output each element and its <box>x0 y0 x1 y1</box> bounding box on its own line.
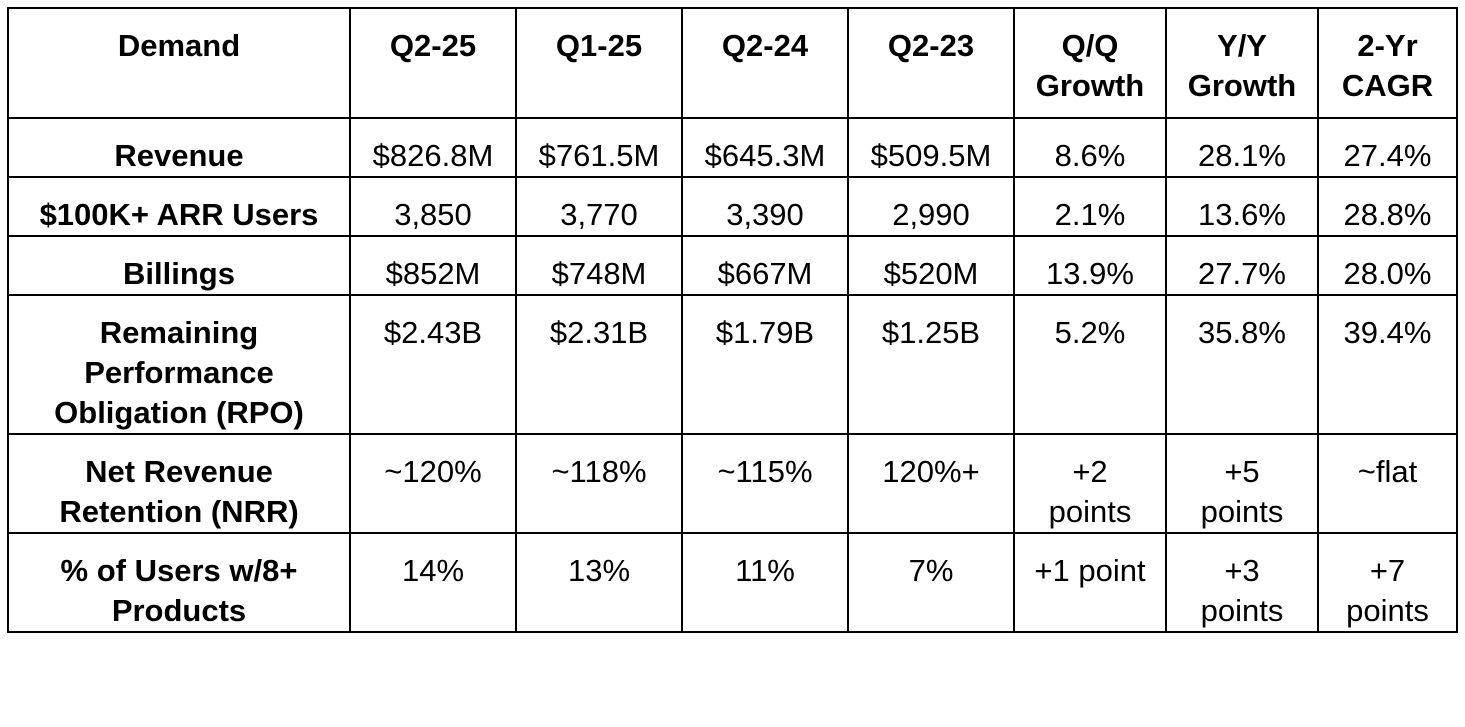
cell-value: 35.8% <box>1198 315 1286 350</box>
cell-value: points <box>1048 494 1132 529</box>
cell-qq-growth <box>1014 295 1166 434</box>
row-label: Net Revenue <box>85 454 273 489</box>
cell-value: 13% <box>567 553 631 588</box>
cell-qq-growth <box>1014 533 1166 632</box>
header-text: Q2-23 <box>887 28 975 63</box>
cell-q2-23 <box>848 236 1014 295</box>
cell-value: ~flat <box>1357 454 1418 489</box>
cell-q2-24 <box>682 236 848 295</box>
cell-q2-23 <box>848 177 1014 236</box>
cell-value: $826.8M <box>372 138 494 173</box>
table-row <box>8 295 1457 434</box>
cell-value: ~120% <box>384 454 482 489</box>
cell-yy-growth <box>1166 236 1318 295</box>
cell-q2-25 <box>350 177 516 236</box>
cell-value: 3,850 <box>394 197 472 232</box>
cell-q2-24 <box>682 434 848 533</box>
cell-value: 13.6% <box>1198 197 1286 232</box>
cell-q1-25 <box>516 118 682 177</box>
cell-q2-25 <box>350 295 516 434</box>
cell-value: 2.1% <box>1054 197 1126 232</box>
cell-q1-25 <box>516 434 682 533</box>
header-2yr-cagr <box>1318 8 1457 118</box>
cell-q2-24 <box>682 118 848 177</box>
cell-value: +3 <box>1224 553 1260 588</box>
table-row <box>8 236 1457 295</box>
row-label: Retention (NRR) <box>59 494 299 529</box>
row-label: Billings <box>123 256 235 291</box>
cell-value: $645.3M <box>704 138 826 173</box>
header-text: Demand <box>117 28 241 63</box>
header-q2-24 <box>682 8 848 118</box>
cell-2yr-cagr <box>1318 177 1457 236</box>
cell-value: 2,990 <box>892 197 970 232</box>
cell-value: points <box>1346 593 1429 628</box>
cell-2yr-cagr <box>1318 118 1457 177</box>
cell-value: $2.43B <box>383 315 483 350</box>
demand-metrics-table <box>7 7 1458 633</box>
header-text: Q/Q <box>1061 28 1119 63</box>
cell-yy-growth <box>1166 118 1318 177</box>
header-text: Y/Y <box>1217 28 1267 63</box>
cell-value: ~115% <box>717 454 813 489</box>
cell-value: $2.31B <box>549 315 649 350</box>
row-label: Products <box>111 593 247 628</box>
header-text: Q2-25 <box>389 28 477 63</box>
cell-yy-growth <box>1166 295 1318 434</box>
header-text: Q2-24 <box>721 28 809 63</box>
cell-qq-growth <box>1014 236 1166 295</box>
cell-qq-growth <box>1014 118 1166 177</box>
cell-q2-25 <box>350 533 516 632</box>
cell-value: 5.2% <box>1054 315 1126 350</box>
cell-q1-25 <box>516 533 682 632</box>
cell-value: $748M <box>551 256 647 291</box>
cell-value: 27.4% <box>1343 138 1432 173</box>
header-text: Growth <box>1035 68 1145 103</box>
cell-value: +2 <box>1072 454 1108 489</box>
cell-value: $520M <box>883 256 979 291</box>
cell-value: points <box>1200 494 1284 529</box>
table-row <box>8 118 1457 177</box>
header-demand <box>8 8 350 118</box>
cell-value: 120%+ <box>882 454 980 489</box>
cell-value: 14% <box>401 553 465 588</box>
cell-2yr-cagr <box>1318 236 1457 295</box>
cell-q2-23 <box>848 533 1014 632</box>
header-q2-25 <box>350 8 516 118</box>
cell-q2-24 <box>682 295 848 434</box>
cell-value: $761.5M <box>538 138 660 173</box>
header-qq-growth <box>1014 8 1166 118</box>
row-label-cell <box>8 295 350 434</box>
cell-value: 13.9% <box>1046 256 1134 291</box>
row-label: Performance <box>84 355 274 390</box>
row-label-cell <box>8 236 350 295</box>
cell-q2-25 <box>350 236 516 295</box>
cell-2yr-cagr <box>1318 295 1457 434</box>
cell-value: +7 <box>1369 553 1406 588</box>
cell-value: 8.6% <box>1054 138 1126 173</box>
cell-q1-25 <box>516 295 682 434</box>
cell-value: 7% <box>908 553 954 588</box>
cell-value: +5 <box>1224 454 1260 489</box>
cell-yy-growth <box>1166 434 1318 533</box>
row-label: Remaining <box>99 315 259 350</box>
cell-yy-growth <box>1166 533 1318 632</box>
row-label: Revenue <box>114 138 244 173</box>
cell-2yr-cagr <box>1318 533 1457 632</box>
cell-q2-25 <box>350 434 516 533</box>
cell-q2-24 <box>682 533 848 632</box>
table-row <box>8 533 1457 632</box>
header-row <box>8 8 1457 118</box>
header-text: 2-Yr <box>1357 28 1418 63</box>
cell-q2-25 <box>350 118 516 177</box>
header-q2-23 <box>848 8 1014 118</box>
header-text: CAGR <box>1341 68 1434 103</box>
cell-value: $852M <box>385 256 481 291</box>
cell-value: 3,770 <box>560 197 638 232</box>
cell-value: 3,390 <box>726 197 804 232</box>
cell-q1-25 <box>516 236 682 295</box>
table-body <box>8 118 1457 632</box>
cell-2yr-cagr <box>1318 434 1457 533</box>
header-text: Q1-25 <box>555 28 643 63</box>
cell-yy-growth <box>1166 177 1318 236</box>
row-label: % of Users w/8+ <box>60 553 298 588</box>
cell-value: $667M <box>717 256 813 291</box>
table-row <box>8 434 1457 533</box>
cell-value: points <box>1200 593 1284 628</box>
cell-value: ~118% <box>551 454 647 489</box>
table-row <box>8 177 1457 236</box>
row-label-cell <box>8 177 350 236</box>
cell-value: 27.7% <box>1198 256 1286 291</box>
row-label-cell <box>8 118 350 177</box>
cell-value: 11% <box>735 553 795 588</box>
cell-value: 28.8% <box>1343 197 1432 232</box>
cell-qq-growth <box>1014 434 1166 533</box>
row-label-cell <box>8 533 350 632</box>
cell-value: 39.4% <box>1343 315 1432 350</box>
row-label: $100K+ ARR Users <box>39 197 319 232</box>
cell-value: +1 point <box>1034 553 1146 588</box>
cell-q2-23 <box>848 118 1014 177</box>
cell-q1-25 <box>516 177 682 236</box>
row-label-cell <box>8 434 350 533</box>
cell-value: $509.5M <box>870 138 992 173</box>
cell-q2-24 <box>682 177 848 236</box>
row-label: Obligation (RPO) <box>54 395 304 430</box>
cell-value: $1.79B <box>715 315 815 350</box>
header-text: Growth <box>1187 68 1297 103</box>
cell-qq-growth <box>1014 177 1166 236</box>
cell-q2-23 <box>848 434 1014 533</box>
cell-value: 28.1% <box>1198 138 1286 173</box>
header-q1-25 <box>516 8 682 118</box>
header-yy-growth <box>1166 8 1318 118</box>
cell-value: $1.25B <box>881 315 981 350</box>
cell-value: 28.0% <box>1343 256 1432 291</box>
cell-q2-23 <box>848 295 1014 434</box>
